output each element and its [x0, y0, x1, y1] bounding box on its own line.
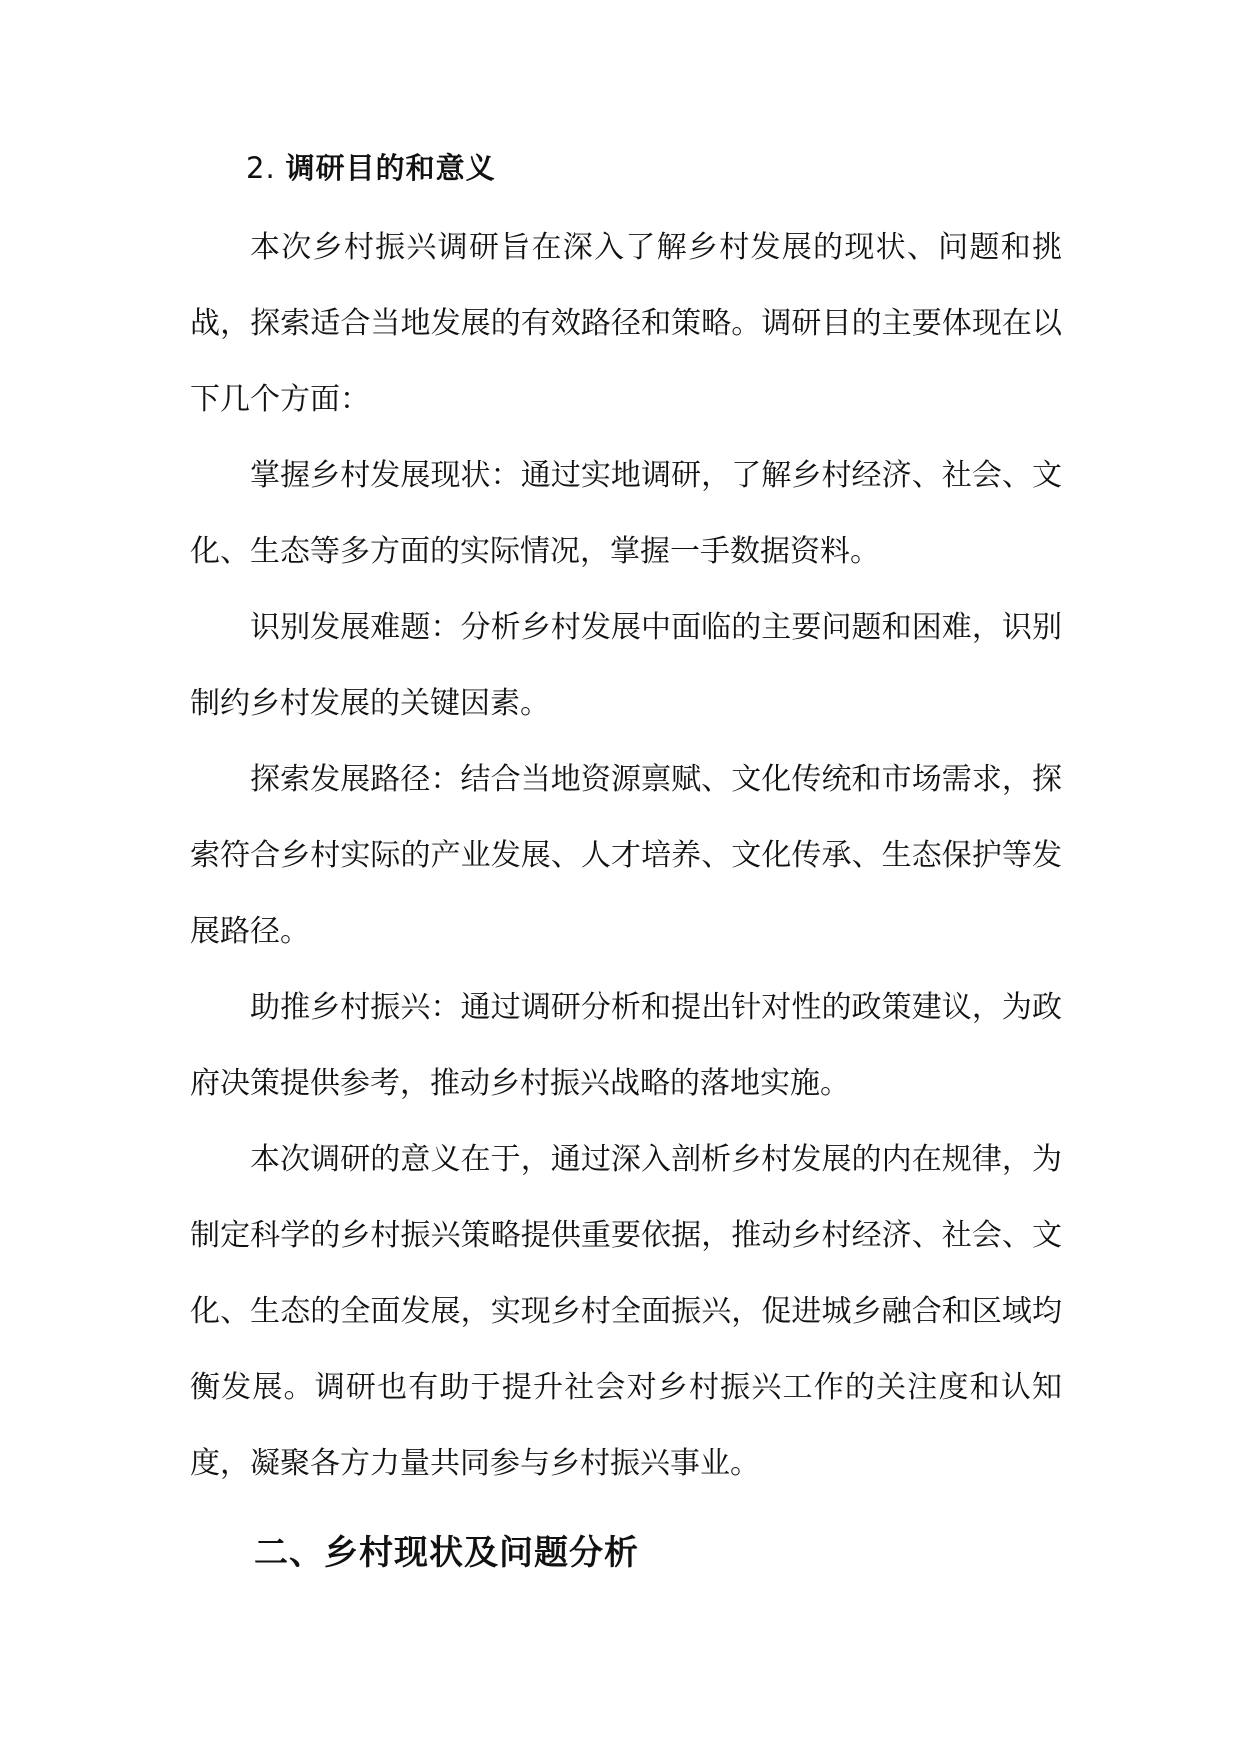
- paragraph-promote-revitalization: 助推乡村振兴：通过调研分析和提出针对性的政策建议，为政府决策提供参考，推动乡村振兴战略的落地实施。: [190, 990, 1062, 1101]
- paragraph-identify-problems: 识别发展难题：分析乡村发展中面临的主要问题和困难，识别制约乡村发展的关键因素。: [190, 610, 1062, 721]
- paragraph-grasp-status: 掌握乡村发展现状：通过实地调研，了解乡村经济、社会、文化、生态等多方面的实际情况，掌握一手数据资料。: [190, 458, 1062, 569]
- section-number: 2.: [246, 151, 276, 185]
- paragraph-explore-paths: 探索发展路径：结合当地资源禀赋、文化传统和市场需求，探索符合乡村实际的产业发展、人才培养、文化传承、生态保护等发展路径。: [190, 762, 1062, 949]
- paragraph-significance: 本次调研的意义在于，通过深入剖析乡村发展的内在规律，为制定科学的乡村振兴策略提供重要依据，推动乡村经济、社会、文化、生态的全面发展，实现乡村全面振兴，促进城乡融合和区域均衡发展。调研也有助于提升社会对乡村振兴工作的关注度和认知度，凝聚各方力量共同参与乡村振兴事业。: [190, 1142, 1062, 1481]
- section-title: 调研目的和意义: [285, 151, 496, 185]
- section-heading: [246, 148, 496, 188]
- paragraph-intro: 本次乡村振兴调研旨在深入了解乡村发展的现状、问题和挑战，探索适合当地发展的有效路径和策略。调研目的主要体现在以下几个方面：: [190, 230, 1062, 417]
- chapter-heading: 二、乡村现状及问题分析: [254, 1533, 639, 1573]
- body-text: [190, 210, 1062, 1502]
